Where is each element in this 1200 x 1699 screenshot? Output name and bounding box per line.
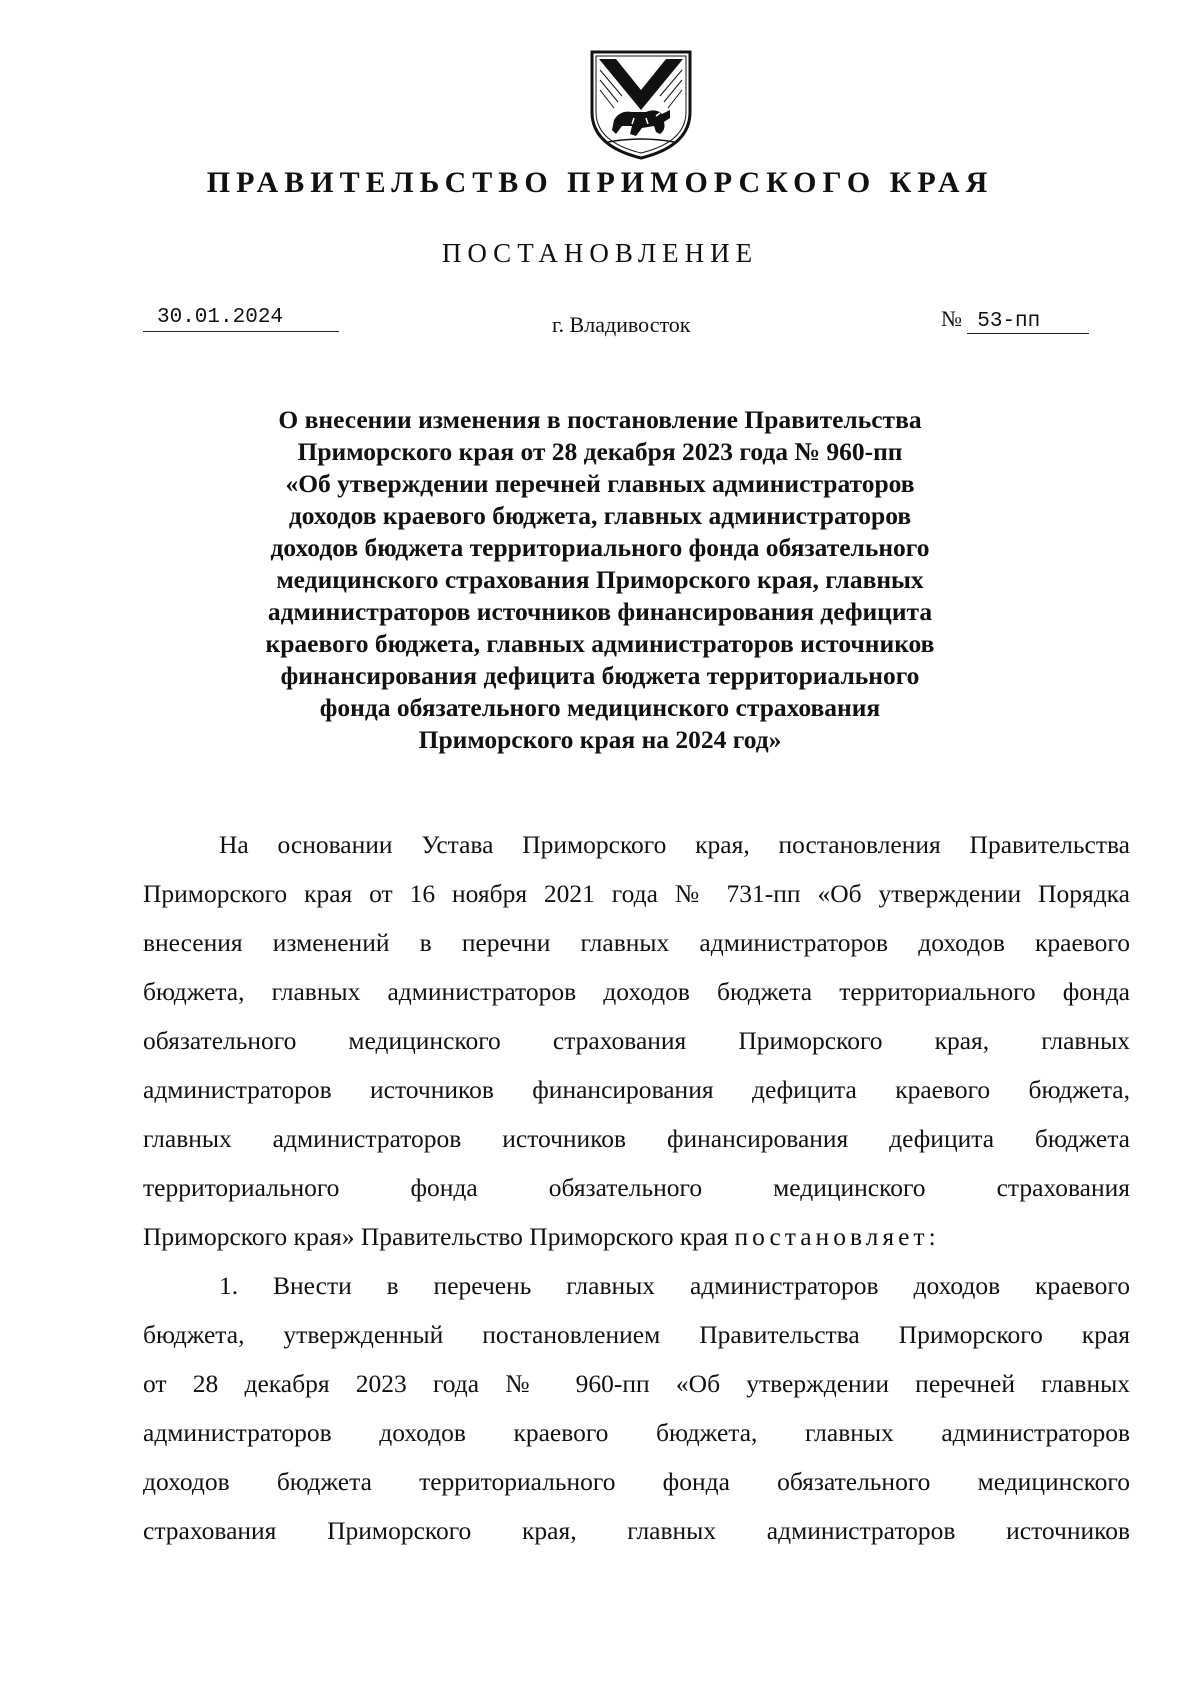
item-1-line: 1. Внести в перечень главных администраторов доходов краевого [219, 1271, 1130, 1300]
government-title: ПРАВИТЕЛЬСТВО ПРИМОРСКОГО КРАЯ [206, 166, 994, 199]
item-1-paragraph [143, 1261, 1130, 1555]
heading-line: краевого бюджета, главных администраторов источников [265, 629, 935, 658]
item-1-line: бюджета, утвержденный постановлением Правительства Приморского края [143, 1320, 1130, 1349]
preamble-line: администраторов источников финансирования дефицита краевого бюджета, [143, 1075, 1130, 1104]
preamble-line: главных администраторов источников финансирования дефицита бюджета [143, 1124, 1130, 1153]
preamble-line: На основании Устава Приморского края, постановления Правительства [219, 830, 1130, 859]
heading-line: фонда обязательного медицинского страхования [319, 693, 881, 722]
item-1-line: доходов бюджета территориального фонда обязательного медицинского [143, 1467, 1130, 1496]
preamble-line: внесения изменений в перечни главных администраторов доходов краевого [143, 928, 1130, 957]
preamble-line: территориального фонда обязательного медицинского страхования [143, 1173, 1130, 1202]
heading-line: доходов краевого бюджета, главных администраторов [288, 501, 912, 530]
item-1-line: страхования Приморского края, главных администраторов источников [143, 1516, 1130, 1545]
document-city: г. Владивосток [552, 312, 691, 337]
document-heading [0, 404, 1200, 756]
heading-line: администраторов источников финансирования дефицита [267, 597, 933, 626]
preamble-last-text: Приморского края» Правительство Приморского края [143, 1222, 735, 1251]
number-sign: № [941, 306, 962, 331]
item-1-line: администраторов доходов краевого бюджета, главных администраторов [143, 1418, 1130, 1447]
heading-line: «Об утверждении перечней главных администраторов [285, 469, 915, 498]
heading-line: О внесении изменения в постановление Правительства [278, 405, 922, 434]
heading-line: финансирования дефицита бюджета территориального [280, 661, 920, 690]
number-value: 53-пп [967, 310, 1089, 334]
heading-line: медицинского страхования Приморского края, главных [276, 565, 924, 594]
document-number [941, 306, 1089, 334]
document-type: ПОСТАНОВЛЕНИЕ [441, 238, 759, 268]
preamble-line: бюджета, главных администраторов доходов бюджета территориального фонда [143, 977, 1130, 1006]
preamble-line: обязательного медицинского страхования Приморского края, главных [143, 1026, 1130, 1055]
decree-word: постановляет: [734, 1222, 940, 1251]
preamble-paragraph [143, 820, 1130, 1261]
heading-line: Приморского края на 2024 год» [418, 725, 782, 754]
heading-line: Приморского края от 28 декабря 2023 года № 960-пп [297, 437, 903, 466]
coat-of-arms-icon [586, 48, 696, 160]
item-1-line: от 28 декабря 2023 года № 960-пп «Об утверждении перечней главных [143, 1369, 1130, 1398]
preamble-last-line [143, 1212, 1130, 1261]
heading-line: доходов бюджета территориального фонда обязательного [270, 533, 930, 562]
preamble-line: Приморского края от 16 ноября 2021 года № 731-пп «Об утверждении Порядка [143, 879, 1130, 908]
document-date: 30.01.2024 [143, 306, 339, 332]
